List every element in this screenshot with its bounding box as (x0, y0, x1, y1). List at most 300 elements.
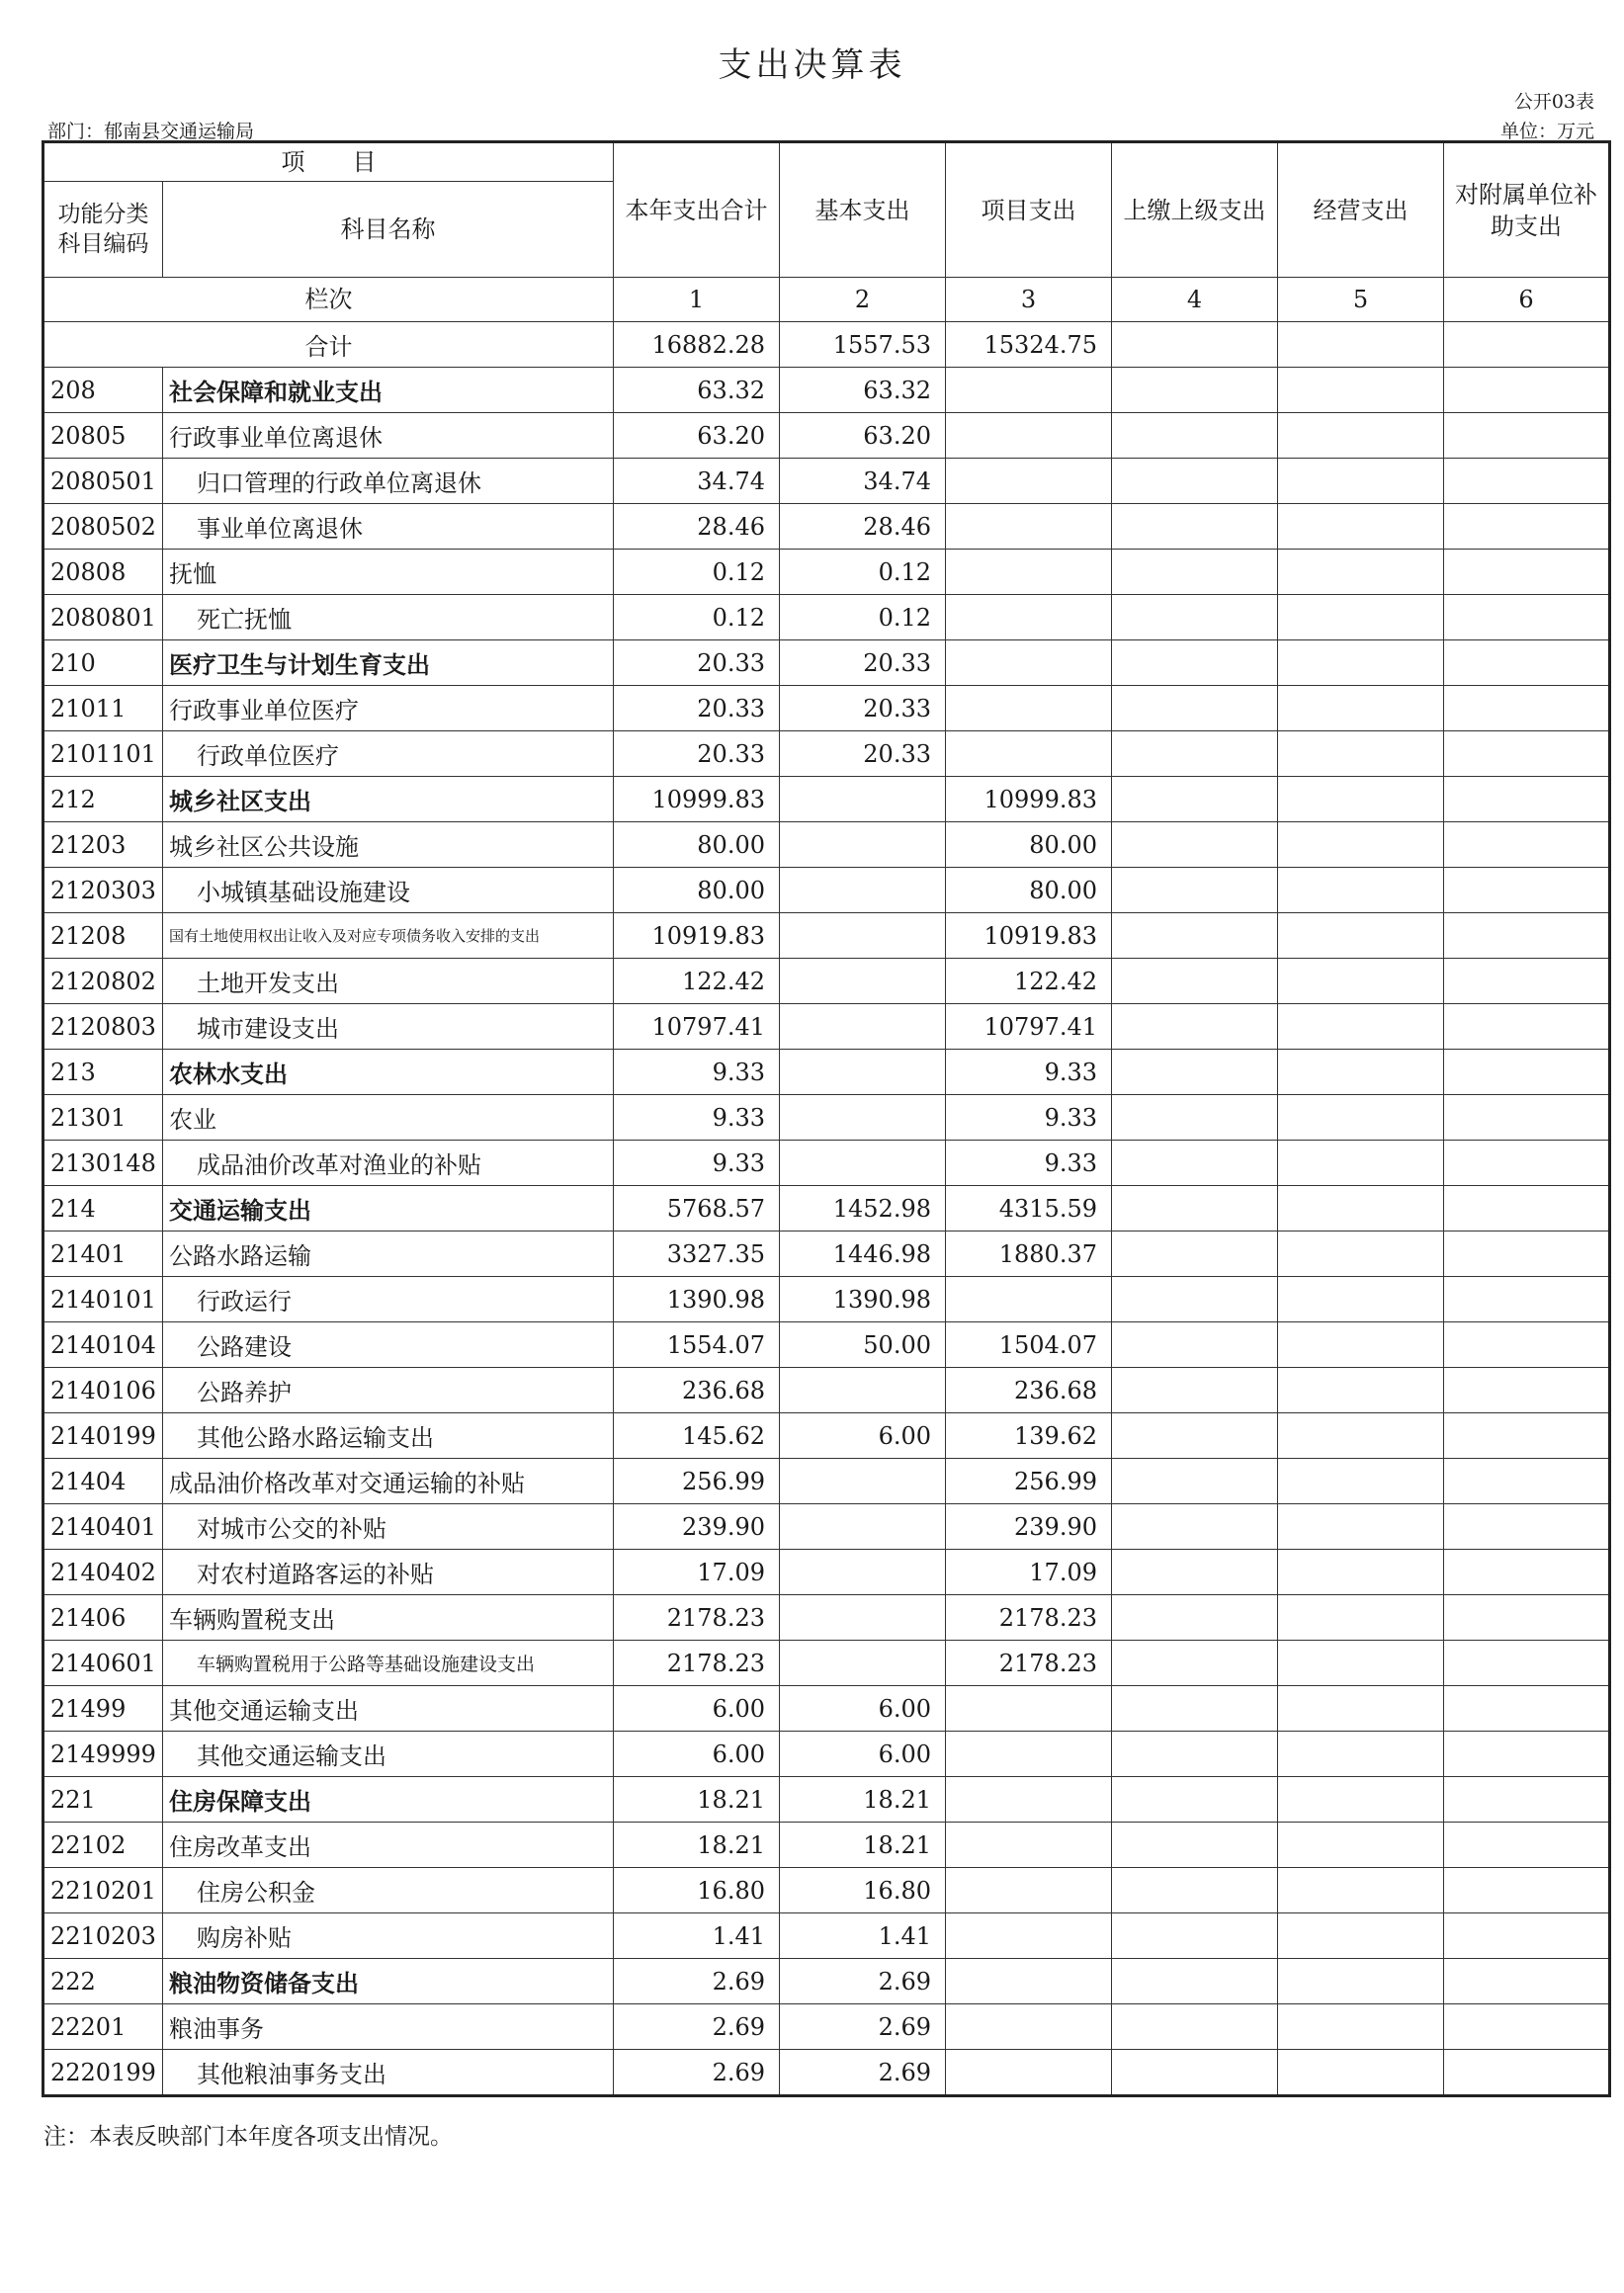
row-value (1444, 1368, 1610, 1413)
row-value (1112, 1186, 1278, 1231)
row-code: 2149999 (43, 1732, 163, 1777)
row-value (1278, 1231, 1444, 1277)
col-header-remit: 上缴上级支出 (1112, 142, 1278, 278)
row-value: 2178.23 (614, 1595, 780, 1641)
index-cell: 5 (1278, 278, 1444, 322)
row-value (1112, 959, 1278, 1004)
row-value: 1554.07 (614, 1322, 780, 1368)
row-value (1444, 1913, 1610, 1959)
row-value (1444, 1141, 1610, 1186)
row-value: 236.68 (946, 1368, 1112, 1413)
row-value: 20.33 (614, 686, 780, 731)
row-value (1112, 2050, 1278, 2096)
row-value (1112, 640, 1278, 686)
table-row (43, 1823, 1610, 1868)
table-row (43, 550, 1610, 595)
row-value (1112, 595, 1278, 640)
row-value (780, 1050, 946, 1095)
row-value (1278, 504, 1444, 550)
row-value: 6.00 (780, 1686, 946, 1732)
index-cell: 4 (1112, 278, 1278, 322)
row-value (946, 1686, 1112, 1732)
row-value: 18.21 (780, 1823, 946, 1868)
row-value (1444, 2004, 1610, 2050)
row-value: 18.21 (614, 1777, 780, 1823)
row-value: 1390.98 (780, 1277, 946, 1322)
row-value (1444, 822, 1610, 868)
row-name: 死亡抚恤 (163, 595, 614, 640)
row-name: 住房保障支出 (163, 1777, 614, 1823)
col-header-project: 项目支出 (946, 142, 1112, 278)
row-value (1112, 1732, 1278, 1777)
row-value (1278, 1368, 1444, 1413)
row-code: 221 (43, 1777, 163, 1823)
total-value (1444, 322, 1610, 368)
row-value (1278, 686, 1444, 731)
table-row (43, 640, 1610, 686)
row-value (1112, 1322, 1278, 1368)
row-value: 9.33 (614, 1141, 780, 1186)
row-code: 210 (43, 640, 163, 686)
row-value (780, 913, 946, 959)
form-number: 公开03表 (1513, 91, 1594, 113)
table-row (43, 868, 1610, 913)
row-name: 对城市公交的补贴 (163, 1504, 614, 1550)
index-label: 栏次 (43, 278, 614, 322)
row-value (1444, 1004, 1610, 1050)
row-code: 214 (43, 1186, 163, 1231)
col-header-subsidy: 对附属单位补助支出 (1444, 142, 1610, 278)
row-value (1112, 1277, 1278, 1322)
name-col-header: 科目名称 (163, 182, 614, 278)
total-value: 15324.75 (946, 322, 1112, 368)
row-value (1278, 1913, 1444, 1959)
row-code: 2080502 (43, 504, 163, 550)
row-value: 34.74 (780, 459, 946, 504)
col-header-total: 本年支出合计 (614, 142, 780, 278)
table-row (43, 1095, 1610, 1141)
row-value (1112, 731, 1278, 777)
row-value: 3327.35 (614, 1231, 780, 1277)
unit-label: 单位：万元 (1499, 121, 1594, 142)
row-value (1444, 1050, 1610, 1095)
table-row (43, 731, 1610, 777)
row-value: 80.00 (614, 868, 780, 913)
row-code: 22102 (43, 1823, 163, 1868)
row-code: 20808 (43, 550, 163, 595)
table-row (43, 595, 1610, 640)
row-value (1278, 868, 1444, 913)
row-value (1278, 1504, 1444, 1550)
row-value (1444, 1732, 1610, 1777)
row-name: 土地开发支出 (163, 959, 614, 1004)
row-value: 2.69 (780, 2050, 946, 2096)
row-code: 2120303 (43, 868, 163, 913)
row-value (780, 1095, 946, 1141)
row-name: 行政事业单位医疗 (163, 686, 614, 731)
table-row (43, 459, 1610, 504)
table-row (43, 2004, 1610, 2050)
row-value: 139.62 (946, 1413, 1112, 1459)
row-value (946, 686, 1112, 731)
row-value (1112, 550, 1278, 595)
row-name: 行政运行 (163, 1277, 614, 1322)
row-value: 6.00 (614, 1732, 780, 1777)
row-value (1444, 731, 1610, 777)
row-code: 2101101 (43, 731, 163, 777)
row-value (946, 2004, 1112, 2050)
row-value (1112, 1777, 1278, 1823)
footnote: 注：本表反映部门本年度各项支出情况。 (43, 2124, 453, 2150)
row-value: 1.41 (780, 1913, 946, 1959)
row-code: 21011 (43, 686, 163, 731)
row-value: 80.00 (946, 822, 1112, 868)
row-value (1444, 1459, 1610, 1504)
row-value (1112, 686, 1278, 731)
row-value (1278, 1186, 1444, 1231)
col-header-operating: 经营支出 (1278, 142, 1444, 278)
table-row (43, 1004, 1610, 1050)
row-value (1112, 459, 1278, 504)
row-value (1112, 1913, 1278, 1959)
table-row (43, 686, 1610, 731)
row-value (1112, 1595, 1278, 1641)
row-value: 9.33 (614, 1050, 780, 1095)
row-value (1112, 2004, 1278, 2050)
row-value: 9.33 (614, 1095, 780, 1141)
row-value (1278, 595, 1444, 640)
row-value (1278, 959, 1444, 1004)
row-value: 0.12 (780, 595, 946, 640)
row-value (1278, 1823, 1444, 1868)
row-code: 2130148 (43, 1141, 163, 1186)
row-value (1278, 1095, 1444, 1141)
row-value (1112, 1231, 1278, 1277)
row-value (780, 822, 946, 868)
row-code: 2140104 (43, 1322, 163, 1368)
department-label: 部门：郁南县交通运输局 (47, 121, 255, 142)
row-value (1112, 1550, 1278, 1595)
row-value: 34.74 (614, 459, 780, 504)
row-value: 122.42 (946, 959, 1112, 1004)
row-name: 粮油物资储备支出 (163, 1959, 614, 2004)
row-value: 2.69 (614, 1959, 780, 2004)
row-value: 16.80 (614, 1868, 780, 1913)
row-value (1112, 504, 1278, 550)
row-value (780, 1459, 946, 1504)
table-row (43, 1777, 1610, 1823)
row-value (1444, 1550, 1610, 1595)
row-value: 50.00 (780, 1322, 946, 1368)
row-value: 20.33 (780, 686, 946, 731)
row-code: 2120802 (43, 959, 163, 1004)
row-value: 10999.83 (946, 777, 1112, 822)
row-value (1444, 777, 1610, 822)
row-value (946, 640, 1112, 686)
table-row (43, 1141, 1610, 1186)
row-value: 0.12 (614, 550, 780, 595)
row-value (1112, 1050, 1278, 1095)
row-code: 208 (43, 368, 163, 413)
row-value (1112, 1004, 1278, 1050)
row-value: 256.99 (614, 1459, 780, 1504)
row-value (946, 368, 1112, 413)
row-value (780, 1004, 946, 1050)
row-code: 2140402 (43, 1550, 163, 1595)
row-value (1278, 913, 1444, 959)
row-value (1112, 1413, 1278, 1459)
row-value (1444, 504, 1610, 550)
row-name: 城市建设支出 (163, 1004, 614, 1050)
row-value (780, 868, 946, 913)
row-value: 63.32 (614, 368, 780, 413)
table-row (43, 1913, 1610, 1959)
row-name: 交通运输支出 (163, 1186, 614, 1231)
row-value: 256.99 (946, 1459, 1112, 1504)
row-value: 2.69 (614, 2004, 780, 2050)
row-value: 9.33 (946, 1141, 1112, 1186)
row-name: 车辆购置税支出 (163, 1595, 614, 1641)
row-code: 2220199 (43, 2050, 163, 2096)
row-value: 1880.37 (946, 1231, 1112, 1277)
row-value (1278, 1550, 1444, 1595)
row-value: 6.00 (614, 1686, 780, 1732)
row-name: 其他公路水路运输支出 (163, 1413, 614, 1459)
row-code: 20805 (43, 413, 163, 459)
table-row (43, 1231, 1610, 1277)
row-value: 28.46 (614, 504, 780, 550)
row-name: 抚恤 (163, 550, 614, 595)
row-value (1444, 1959, 1610, 2004)
total-label: 合计 (43, 322, 614, 368)
row-value: 10919.83 (946, 913, 1112, 959)
table-row (43, 504, 1610, 550)
row-name: 购房补贴 (163, 1913, 614, 1959)
row-code: 212 (43, 777, 163, 822)
row-code: 21406 (43, 1595, 163, 1641)
row-value (1278, 550, 1444, 595)
row-value: 10999.83 (614, 777, 780, 822)
row-code: 2140106 (43, 1368, 163, 1413)
row-value: 1446.98 (780, 1231, 946, 1277)
row-value (1444, 1231, 1610, 1277)
row-value (1278, 1277, 1444, 1322)
row-value (946, 1913, 1112, 1959)
row-value: 239.90 (946, 1504, 1112, 1550)
row-value: 2178.23 (614, 1641, 780, 1686)
row-value (1278, 822, 1444, 868)
row-name: 事业单位离退休 (163, 504, 614, 550)
row-value: 236.68 (614, 1368, 780, 1413)
row-value (1278, 1641, 1444, 1686)
project-header: 项 目 (43, 142, 614, 182)
row-value (1278, 1595, 1444, 1641)
row-name: 车辆购置税用于公路等基础设施建设支出 (163, 1641, 614, 1686)
table-row (43, 1732, 1610, 1777)
row-value (946, 504, 1112, 550)
row-value (946, 595, 1112, 640)
row-name: 行政单位医疗 (163, 731, 614, 777)
row-value (1112, 1959, 1278, 2004)
row-value (946, 2050, 1112, 2096)
row-name: 国有土地使用权出让收入及对应专项债务收入安排的支出 (163, 913, 614, 959)
row-value (1112, 777, 1278, 822)
table-row (43, 368, 1610, 413)
table-row (43, 913, 1610, 959)
row-value (1112, 1504, 1278, 1550)
row-value: 80.00 (614, 822, 780, 868)
row-value: 17.09 (946, 1550, 1112, 1595)
row-value (1444, 1777, 1610, 1823)
row-value (1278, 1413, 1444, 1459)
row-value (1444, 413, 1610, 459)
row-value (1444, 1322, 1610, 1368)
row-value: 9.33 (946, 1050, 1112, 1095)
row-value: 1390.98 (614, 1277, 780, 1322)
table-row (43, 2050, 1610, 2096)
row-value: 10797.41 (614, 1004, 780, 1050)
col-header-basic: 基本支出 (780, 142, 946, 278)
row-value (1112, 913, 1278, 959)
row-value (946, 1777, 1112, 1823)
row-value: 20.33 (614, 731, 780, 777)
row-value: 16.80 (780, 1868, 946, 1913)
row-value (1278, 459, 1444, 504)
row-code: 22201 (43, 2004, 163, 2050)
row-value: 4315.59 (946, 1186, 1112, 1231)
table-row (43, 1413, 1610, 1459)
row-value (1278, 640, 1444, 686)
expenditure-table (42, 140, 1611, 2097)
row-value: 63.20 (780, 413, 946, 459)
row-code: 21203 (43, 822, 163, 868)
row-value (946, 1732, 1112, 1777)
row-value (1112, 1368, 1278, 1413)
row-value (1278, 1777, 1444, 1823)
row-value (1444, 368, 1610, 413)
index-cell: 2 (780, 278, 946, 322)
row-value (1444, 459, 1610, 504)
row-name: 城乡社区支出 (163, 777, 614, 822)
row-code: 222 (43, 1959, 163, 2004)
row-value (1278, 2004, 1444, 2050)
row-code: 2080801 (43, 595, 163, 640)
row-value (1444, 1277, 1610, 1322)
row-value (1278, 1050, 1444, 1095)
row-name: 农林水支出 (163, 1050, 614, 1095)
row-value: 0.12 (614, 595, 780, 640)
table-row (43, 1368, 1610, 1413)
row-value (1278, 1868, 1444, 1913)
row-value (1112, 1686, 1278, 1732)
row-value (1444, 1868, 1610, 1913)
row-value: 20.33 (780, 731, 946, 777)
code-col-header: 功能分类科目编码 (43, 182, 163, 278)
row-name: 行政事业单位离退休 (163, 413, 614, 459)
row-value (946, 1823, 1112, 1868)
row-value (946, 1277, 1112, 1322)
row-value: 10797.41 (946, 1004, 1112, 1050)
row-value (1444, 1413, 1610, 1459)
row-name: 其他交通运输支出 (163, 1686, 614, 1732)
row-value (1112, 1459, 1278, 1504)
row-value (780, 1595, 946, 1641)
table-row (43, 1641, 1610, 1686)
total-value: 1557.53 (780, 322, 946, 368)
row-value: 5768.57 (614, 1186, 780, 1231)
row-name: 医疗卫生与计划生育支出 (163, 640, 614, 686)
row-value: 6.00 (780, 1732, 946, 1777)
row-name: 其他粮油事务支出 (163, 2050, 614, 2096)
row-name: 成品油价格改革对交通运输的补贴 (163, 1459, 614, 1504)
row-code: 21208 (43, 913, 163, 959)
row-value: 0.12 (780, 550, 946, 595)
table-row (43, 822, 1610, 868)
page-title: 支出决算表 (718, 45, 906, 85)
row-value (946, 550, 1112, 595)
table-row (43, 1504, 1610, 1550)
total-row (43, 322, 1610, 368)
row-value (1278, 2050, 1444, 2096)
row-code: 2210201 (43, 1868, 163, 1913)
row-code: 21301 (43, 1095, 163, 1141)
table-row (43, 1459, 1610, 1504)
row-value: 20.33 (780, 640, 946, 686)
row-value (1444, 1186, 1610, 1231)
row-value: 80.00 (946, 868, 1112, 913)
row-name: 社会保障和就业支出 (163, 368, 614, 413)
row-value: 239.90 (614, 1504, 780, 1550)
row-name: 归口管理的行政单位离退休 (163, 459, 614, 504)
row-name: 其他交通运输支出 (163, 1732, 614, 1777)
row-code: 2140401 (43, 1504, 163, 1550)
index-cell: 6 (1444, 278, 1610, 322)
row-value (1444, 913, 1610, 959)
row-name: 成品油价改革对渔业的补贴 (163, 1141, 614, 1186)
row-value (1444, 550, 1610, 595)
row-value (1444, 868, 1610, 913)
row-value (780, 1504, 946, 1550)
row-code: 2080501 (43, 459, 163, 504)
table-row (43, 1050, 1610, 1095)
row-value (946, 459, 1112, 504)
row-value: 10919.83 (614, 913, 780, 959)
row-value (1112, 822, 1278, 868)
row-value: 1452.98 (780, 1186, 946, 1231)
row-code: 2140101 (43, 1277, 163, 1322)
row-name: 公路建设 (163, 1322, 614, 1368)
table-row (43, 413, 1610, 459)
row-code: 2120803 (43, 1004, 163, 1050)
row-name: 对农村道路客运的补贴 (163, 1550, 614, 1595)
row-value (1278, 1322, 1444, 1368)
row-name: 城乡社区公共设施 (163, 822, 614, 868)
row-value (1278, 1141, 1444, 1186)
row-value (946, 413, 1112, 459)
row-name: 小城镇基础设施建设 (163, 868, 614, 913)
row-code: 2210203 (43, 1913, 163, 1959)
row-value: 145.62 (614, 1413, 780, 1459)
row-value (780, 1368, 946, 1413)
row-name: 住房公积金 (163, 1868, 614, 1913)
row-value (1278, 1459, 1444, 1504)
row-value (946, 1959, 1112, 2004)
row-value (1112, 868, 1278, 913)
row-value (1112, 413, 1278, 459)
row-code: 21404 (43, 1459, 163, 1504)
row-value: 2.69 (780, 2004, 946, 2050)
row-value: 20.33 (614, 640, 780, 686)
